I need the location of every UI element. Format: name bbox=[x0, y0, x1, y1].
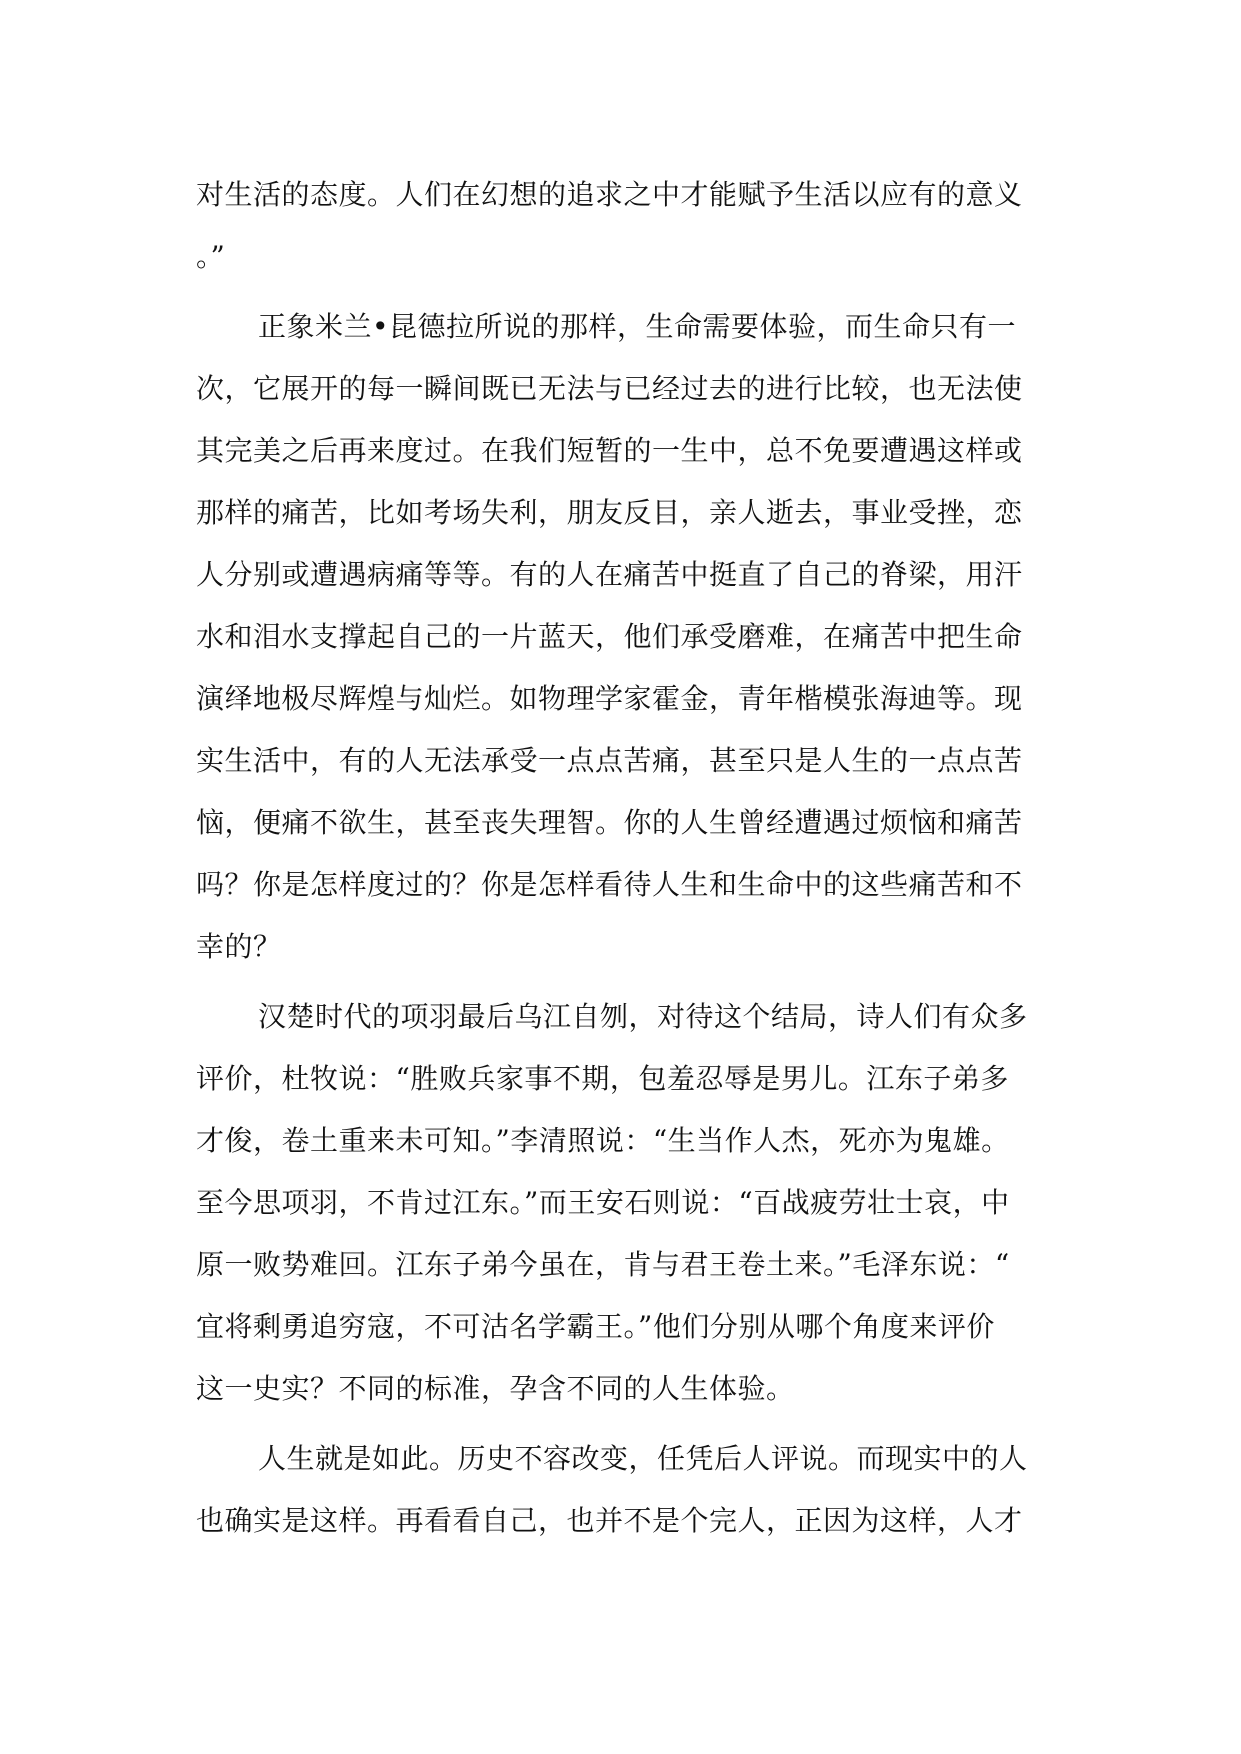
text-line: 这一史实？不同的标准，孕含不同的人生体验。 bbox=[196, 1372, 795, 1405]
body-text bbox=[196, 164, 1056, 1552]
text-line: 其完美之后再来度过。在我们短暂的一生中，总不免要遭遇这样或 bbox=[196, 434, 1023, 467]
text-line: 也确实是这样。再看看自己，也并不是个完人，正因为这样，人才 bbox=[196, 1504, 1023, 1537]
text-line: 次，它展开的每一瞬间既已无法与已经过去的进行比较，也无法使 bbox=[196, 372, 1023, 405]
paragraph-gap bbox=[196, 978, 1056, 986]
text-line: 。” bbox=[196, 240, 226, 273]
text-line: 实生活中，有的人无法承受一点点苦痛，甚至只是人生的一点点苦 bbox=[196, 744, 1023, 777]
text-line: 那样的痛苦，比如考场失利，朋友反目，亲人逝去，事业受挫，恋 bbox=[196, 496, 1023, 529]
text-line: 原一败势难回。江东子弟今虽在，肯与君王卷土来。”毛泽东说：“ bbox=[196, 1248, 1010, 1281]
text-line: 评价，杜牧说：“胜败兵家事不期，包羞忍辱是男儿。江东子弟多 bbox=[196, 1062, 1009, 1095]
text-line: 演绎地极尽辉煌与灿烂。如物理学家霍金，青年楷模张海迪等。现 bbox=[196, 682, 1023, 715]
text-line: 才俊，卷土重来未可知。”李清照说：“生当作人杰，死亦为鬼雄。 bbox=[196, 1124, 1010, 1157]
paragraph-gap bbox=[196, 288, 1056, 296]
paragraph-gap bbox=[196, 1420, 1056, 1428]
text-line: 幸的？ bbox=[196, 930, 282, 963]
text-line: 恼，便痛不欲生，甚至丧失理智。你的人生曾经遭遇过烦恼和痛苦 bbox=[196, 806, 1023, 839]
text-line: 吗？你是怎样度过的？你是怎样看待人生和生命中的这些痛苦和不 bbox=[196, 868, 1023, 901]
paragraph-start-line: 人生就是如此。历史不容改变，任凭后人评说。而现实中的人 bbox=[258, 1442, 1028, 1475]
text-line: 水和泪水支撑起自己的一片蓝天，他们承受磨难，在痛苦中把生命 bbox=[196, 620, 1023, 653]
text-line: 至今思项羽，不肯过江东。”而王安石则说：“百战疲劳壮士哀，中 bbox=[196, 1186, 1010, 1219]
paragraph-start-line: 正象米兰•昆德拉所说的那样，生命需要体验，而生命只有一 bbox=[258, 310, 1017, 343]
text-line: 人分别或遭遇病痛等等。有的人在痛苦中挺直了自己的脊梁，用汗 bbox=[196, 558, 1023, 591]
paragraph-start-line: 汉楚时代的项羽最后乌江自刎，对待这个结局，诗人们有众多 bbox=[258, 1000, 1028, 1033]
text-line: 宜将剩勇追穷寇，不可沽名学霸王。”他们分别从哪个角度来评价 bbox=[196, 1310, 995, 1343]
text-line: 对生活的态度。人们在幻想的追求之中才能赋予生活以应有的意义 bbox=[196, 178, 1023, 211]
